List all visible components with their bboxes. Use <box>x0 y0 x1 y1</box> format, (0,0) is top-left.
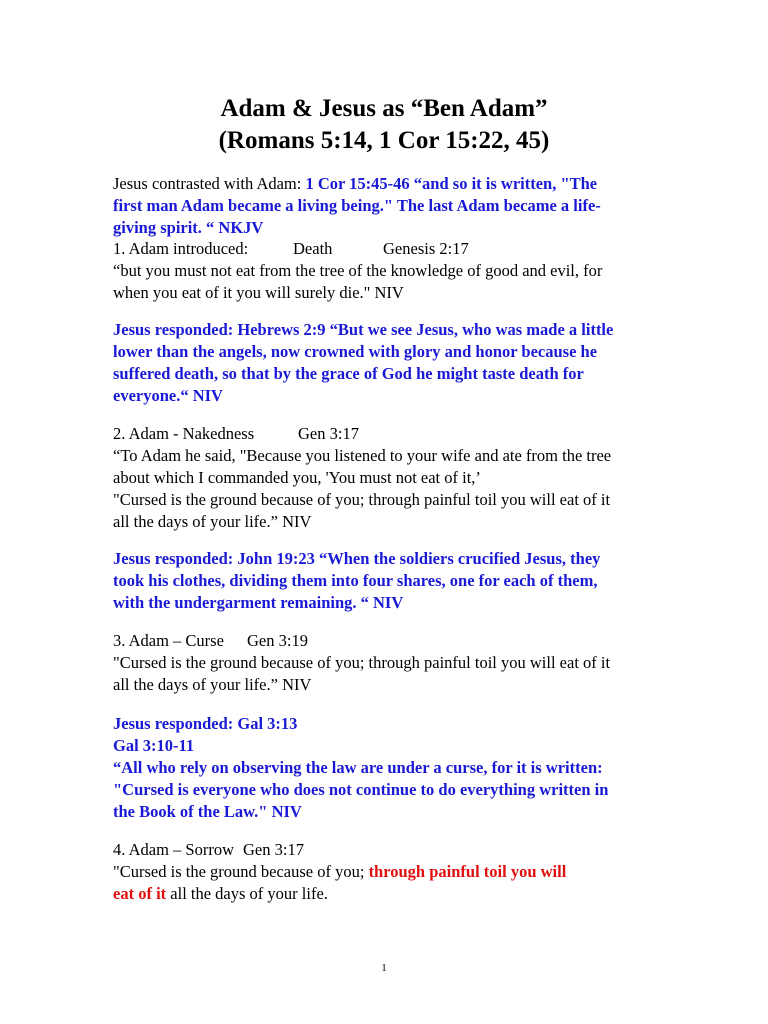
section1-response-3: suffered death, so that by the grace of God he might taste death for <box>113 364 584 383</box>
section3-response-2: Gal 3:10-11 <box>113 736 195 755</box>
section4-line-2-highlight: eat of it <box>113 884 167 903</box>
intro-quote-1: 1 Cor 15:45-46 “and so it is written, "The <box>305 174 598 193</box>
section1-heading-a: 1. Adam introduced: <box>113 239 249 258</box>
page-number: 1 <box>381 962 387 974</box>
section1-heading-b: Death <box>293 239 333 258</box>
section4-line-2-plain: all the days of your life. <box>166 884 328 903</box>
section4-heading <box>113 839 304 861</box>
section2-response-2: took his clothes, dividing them into four shares, one for each of them, <box>113 571 598 590</box>
section4-line-1-plain: "Cursed is the ground because of you; <box>113 862 369 881</box>
section2-heading-a: 2. Adam - Nakedness <box>113 424 255 443</box>
section1-heading-c: Genesis 2:17 <box>383 239 469 258</box>
section3-response-4: "Cursed is everyone who does not continue to do everything written in <box>113 780 609 799</box>
section3-heading <box>113 630 308 652</box>
section2-line-3: "Cursed is the ground because of you; through painful toil you will eat of it <box>113 490 611 509</box>
section1-heading <box>113 238 469 260</box>
section2-line-1: “To Adam he said, "Because you listened to your wife and ate from the tree <box>113 446 612 465</box>
document-title-line-1: Adam & Jesus as “Ben Adam” <box>220 95 548 122</box>
intro-quote-3: giving spirit. “ NKJV <box>113 218 264 237</box>
section1-response-2: lower than the angels, now crowned with glory and honor because he <box>113 342 598 361</box>
section4-heading-a: 4. Adam – Sorrow <box>113 840 234 859</box>
section2-heading-b: Gen 3:17 <box>298 424 359 443</box>
section1-response-4: everyone.“ NIV <box>113 386 223 405</box>
section2-line-2: about which I commanded you, 'You must not eat of it,’ <box>113 468 481 487</box>
section3-heading-a: 3. Adam – Curse <box>113 631 224 650</box>
document-title-line-2: (Romans 5:14, 1 Cor 15:22, 45) <box>218 127 550 154</box>
section3-response-1: Jesus responded: Gal 3:13 <box>113 714 298 733</box>
intro-line-1 <box>113 173 597 195</box>
section4-heading-b: Gen 3:17 <box>243 840 304 859</box>
section3-line-2: all the days of your life.” NIV <box>113 675 312 694</box>
section1-response-1: Jesus responded: Hebrews 2:9 “But we see Jesus, who was made a little <box>113 320 614 339</box>
section4-line-1-highlight: through painful toil you will <box>368 862 567 881</box>
section1-line-1: “but you must not eat from the tree of the knowledge of good and evil, for <box>113 261 603 280</box>
section2-heading <box>113 423 359 445</box>
section3-response-5: the Book of the Law." NIV <box>113 802 302 821</box>
section4-line-2 <box>113 883 328 905</box>
intro-prefix: Jesus contrasted with Adam: <box>113 174 306 193</box>
section3-heading-b: Gen 3:19 <box>247 631 308 650</box>
section2-response-3: with the undergarment remaining. “ NIV <box>113 593 404 612</box>
section4-line-1 <box>113 861 566 883</box>
section2-line-4: all the days of your life.” NIV <box>113 512 312 531</box>
section2-response-1: Jesus responded: John 19:23 “When the soldiers crucified Jesus, they <box>113 549 601 568</box>
section3-response-3: “All who rely on observing the law are under a curse, for it is written: <box>113 758 603 777</box>
section3-line-1: "Cursed is the ground because of you; through painful toil you will eat of it <box>113 653 611 672</box>
section1-line-2: when you eat of it you will surely die." NIV <box>113 283 404 302</box>
intro-quote-2: first man Adam became a living being." The last Adam became a life- <box>113 196 601 215</box>
